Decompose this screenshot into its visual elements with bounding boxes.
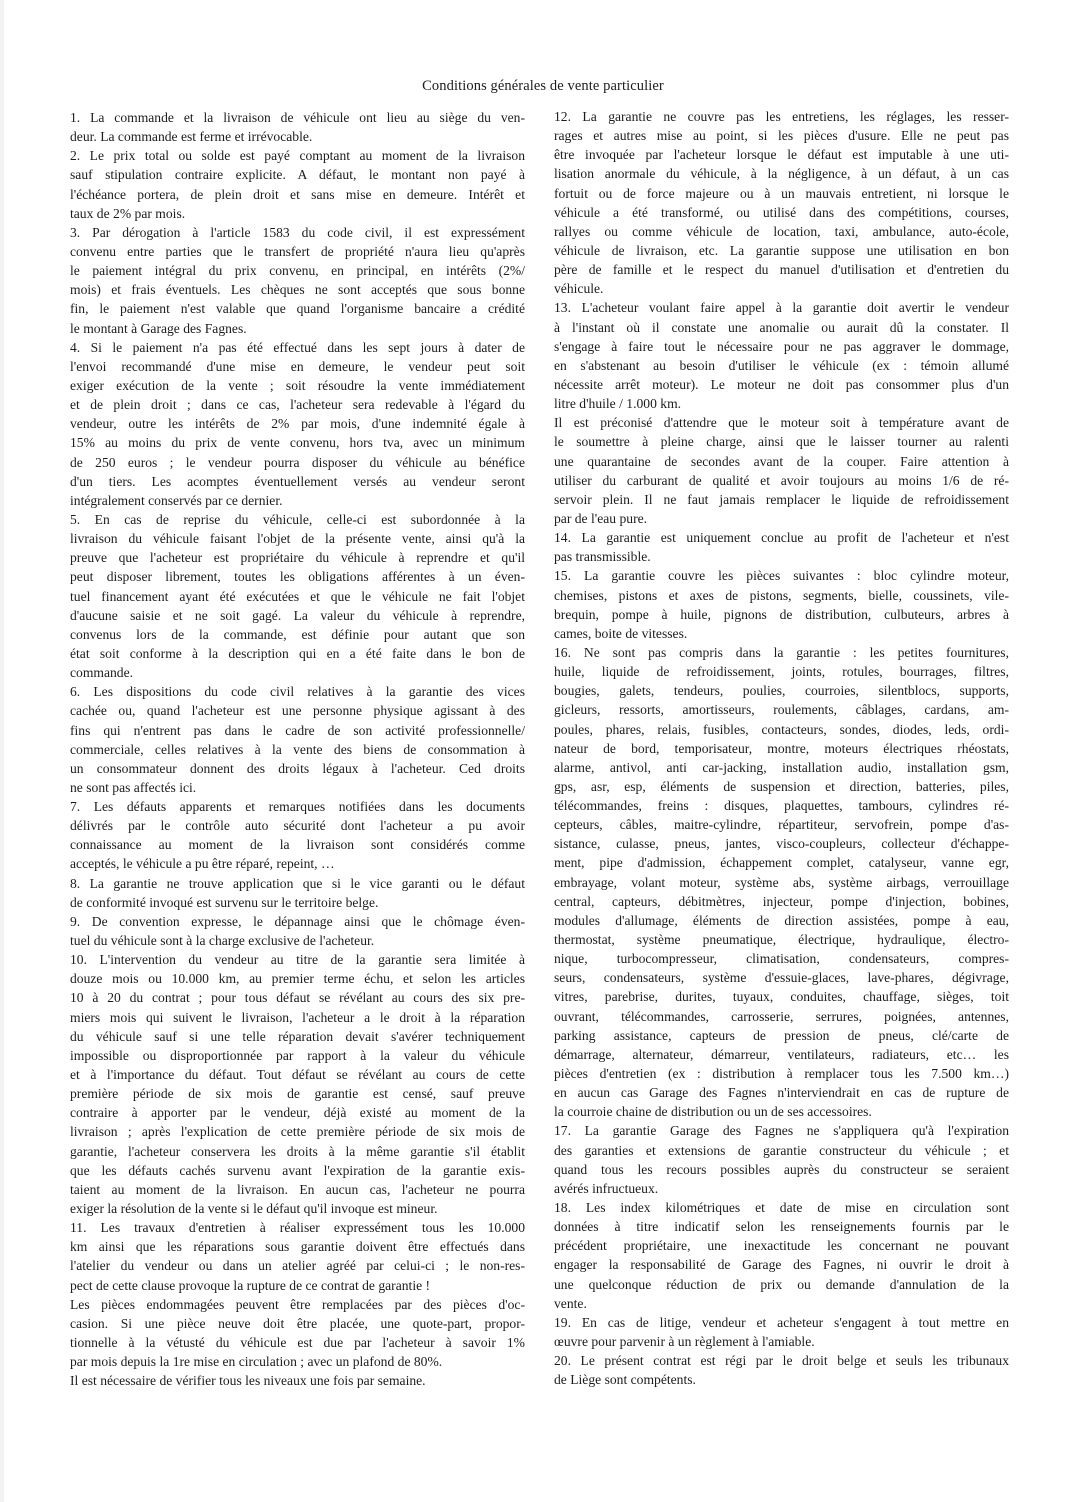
text-line: mois) et frais éventuels. Les chèques ne sont acceptés que sous bonne — [70, 282, 525, 298]
text-line: le soumettre à pleine charge, ainsi que le laisser tourner au ralenti — [554, 434, 1009, 450]
text-line: Les pièces endommagées peuvent être remplacées par des pièces d'oc- — [70, 1296, 525, 1312]
text-line: un consommateur donnent des droits légaux à l'acheteur. Ced droits — [70, 760, 525, 776]
text-line: brequin, pompe à huile, pignons de distribution, culbuteurs, arbres à — [554, 606, 1009, 622]
text-line: de 250 euros ; le vendeur pourra disposer du véhicule au bénéfice — [70, 454, 525, 470]
text-line: que les défauts cachés survenu avant l'expiration de la garantie exis- — [70, 1162, 525, 1178]
text-line: une quarantaine de secondes avant de la couper. Faire attention à — [554, 453, 1009, 469]
text-line: gicleurs, ressorts, amortisseurs, roulements, câblages, cardans, am- — [554, 702, 1009, 718]
text-line: première période de six mois de garantie est censé, sauf preuve — [70, 1086, 525, 1102]
text-line: 15% au moins du prix de vente convenu, hors tva, avec un minimum — [70, 435, 525, 451]
text-line: fortuit ou de force majeure ou à un mauvais entretient, ni lorsque le — [554, 185, 1009, 201]
text-line: l'atelier du vendeur ou dans un atelier agréé par celui-ci ; le non-res- — [70, 1258, 525, 1274]
text-line: 11. Les travaux d'entretien à réaliser expressément tous les 10.000 — [70, 1220, 525, 1236]
text-line: nateur de bord, temporisateur, montre, moteurs électriques rhéostats, — [554, 740, 1009, 756]
text-line: télécommandes, freins : disques, plaquettes, tambours, cylindres ré- — [554, 798, 1009, 814]
text-line: 3. Par dérogation à l'article 1583 du code civil, il est expressément — [70, 224, 525, 240]
text-line: pas transmissible. — [554, 549, 651, 565]
text-line: poules, phares, relais, fusibles, contacteurs, sondes, diodes, leds, ordi- — [554, 721, 1009, 737]
text-line: véhicule. — [554, 281, 604, 297]
text-line: d'un tiers. Les acomptes éventuellement versés au vendeur seront — [70, 473, 525, 489]
text-line: 8. La garantie ne trouve application que si le vice garanti ou le défaut — [70, 875, 525, 891]
text-line: fins qui n'entrent pas dans le cadre de son activité professionnelle/ — [70, 722, 525, 738]
text-line: père de famille et le respect du manuel d'utilisation et d'entretien du — [554, 262, 1009, 278]
text-line: 15. La garantie couvre les pièces suivantes : bloc cylindre moteur, — [554, 568, 1009, 584]
text-line: état soit conforme à la description qui en a été faite dans le bon de — [70, 645, 525, 661]
text-line: nécessite arrêt moteur). Le moteur ne doit pas consommer plus d'un — [554, 376, 1009, 392]
text-line: huile, liquide de refroidissement, joints, rotules, bourrages, filtres, — [554, 664, 1009, 680]
text-line: exiger la résolution de la vente si le défaut qu'il invoque est mineur. — [70, 1201, 438, 1217]
text-line: 19. En cas de litige, vendeur et acheteur s'engagent à tout mettre en — [554, 1314, 1009, 1330]
text-line: 1. La commande et la livraison de véhicule ont lieu au siège du ven- — [70, 110, 525, 125]
text-line: en aucun cas Garage des Fagnes n'interviendrait en cas de rupture de — [554, 1085, 1009, 1101]
text-line: peut disposer librement, toutes les obligations afférentes à un éven- — [70, 569, 525, 585]
text-line: alarme, antivol, anti car-jacking, installation audio, installation gsm, — [554, 759, 1009, 775]
text-line: sistance, culasse, pneus, jantes, visco-coupleurs, collecteur d'échappe- — [554, 836, 1009, 852]
text-line: quand tous les recours possibles auprès du constructeur se seraient — [554, 1161, 1009, 1177]
text-line: exiger exécution de la vente ; soit résoudre la vente immédiatement — [70, 377, 525, 393]
text-line: être invoquée par l'acheteur lorsque le défaut est imputable à une uti- — [554, 147, 1009, 163]
right-column — [554, 107, 1009, 1389]
text-line: et à l'importance du défaut. Tout défaut se révélant au cours de cette — [70, 1067, 525, 1083]
text-line: utiliser du carburant de qualité et avoir toujours au moins 1/6 de ré- — [554, 472, 1009, 488]
text-line: 14. La garantie est uniquement conclue au profit de l'acheteur et n'est — [554, 530, 1009, 546]
text-line: tuel du véhicule sont à la charge exclusive de l'acheteur. — [70, 933, 375, 949]
text-line: chemises, pistons et axes de pistons, segments, bielle, coussinets, vile- — [554, 587, 1009, 603]
text-line: litre d'huile / 1.000 km. — [554, 396, 682, 412]
text-line: engager la responsabilité de Garage des Fagnes, ni ouvrir le droit à — [554, 1257, 1009, 1273]
text-line: 12. La garantie ne couvre pas les entretiens, les réglages, les resser- — [554, 109, 1009, 124]
text-line: 6. Les dispositions du code civil relatives à la garantie des vices — [70, 684, 525, 700]
text-line: l'échéance portera, de plein droit et sans mise en demeure. Intérêt et — [70, 186, 525, 202]
text-line: 17. La garantie Garage des Fagnes ne s'appliquera qu'à l'expiration — [554, 1123, 1009, 1139]
text-line: convenu entre parties que le transfert de propriété n'aura lieu qu'après — [70, 243, 525, 259]
text-line: preuve que l'acheteur est propriétaire du véhicule à reprendre et qu'il — [70, 550, 525, 566]
text-line: modules d'allumage, éléments de direction assistées, pompe à eau, — [554, 912, 1009, 928]
text-line: vitres, parebrise, durites, tuyaux, conduites, chauffage, sièges, toit — [554, 989, 1009, 1005]
text-line: deur. La commande est ferme et irrévocable. — [70, 129, 313, 145]
text-line: démarrage, alternateur, démarreur, ventilateurs, radiateurs, etc… les — [554, 1046, 1009, 1062]
text-line: central, capteurs, débitmètres, injecteur, pompe d'injection, bobines, — [554, 893, 1009, 909]
text-line: cames, boite de vitesses. — [554, 625, 688, 641]
text-line: impossible ou disproportionnée par rapport à la valeur du véhicule — [70, 1047, 525, 1063]
text-line: véhicule a été transformé, ou utilisé dans des compétitions, courses, — [554, 204, 1009, 220]
left-column — [70, 108, 525, 1390]
text-line: ment, pipe d'admission, échappement complet, catalyseur, vanne egr, — [554, 855, 1009, 871]
text-line: gps, asr, esp, éléments de suspension et direction, batteries, piles, — [554, 778, 1009, 794]
text-line: convenus lors de la commande, est définie pour autant que son — [70, 626, 525, 642]
text-line: 18. Les index kilométriques et date de mise en circulation sont — [554, 1200, 1009, 1216]
text-line: Il est nécessaire de vérifier tous les niveaux une fois par semaine. — [70, 1373, 426, 1389]
text-line: parking assistance, capteurs de pression de pneus, clé/carte de — [554, 1027, 1009, 1043]
text-line: casion. Si une pièce neuve doit être placée, une quote-part, propor- — [70, 1315, 525, 1331]
text-line: contraire à apporter par le vendeur, déjà existé au moment de la — [70, 1105, 525, 1121]
scan-edge — [0, 0, 4, 1502]
text-line: de conformité invoqué est survenu sur le territoire belge. — [70, 894, 379, 910]
text-line: cachée ou, quand l'acheteur est une personne physique agissant à des — [70, 703, 525, 719]
text-line: véhicule de livraison, etc. La garantie suppose une utilisation en bon — [554, 242, 1009, 258]
text-line: 16. Ne sont pas compris dans la garantie : les petites fournitures, — [554, 644, 1009, 660]
text-line: données à titre indicatif selon les renseignements fournis par le — [554, 1219, 1009, 1235]
text-line: cepteurs, câbles, maitre-cylindre, répartiteur, servofrein, pompe d'as- — [554, 817, 1009, 833]
text-line: délivrés par le contrôle auto sécurité dont l'acheteur a pu avoir — [70, 818, 525, 834]
text-line: 20. Le présent contrat est régi par le droit belge et seuls les tribunaux — [554, 1353, 1009, 1369]
text-line: d'aucune saisie et ne soit gagé. La valeur du véhicule à reprendre, — [70, 607, 525, 623]
text-line: lisation anormale du véhicule, à la négligence, à un défaut, à un cas — [554, 166, 1009, 182]
text-line: miers mois qui suivent le livraison, l'acheteur a le droit à la réparation — [70, 1009, 525, 1025]
text-line: l'envoi recommandé d'une mise en demeure, le vendeur peut soit — [70, 358, 525, 374]
text-line: une quelconque réduction de prix ou demande d'annulation de la — [554, 1276, 1009, 1292]
text-line: acceptés, le véhicule a pu être réparé, repeint, … — [70, 856, 335, 872]
text-line: nique, turbocompresseur, climatisation, condensateurs, compres- — [554, 951, 1009, 967]
text-line: bougies, galets, tendeurs, poulies, courroies, silentblocs, supports, — [554, 683, 1009, 699]
text-line: 9. De convention expresse, le dépannage ainsi que le chômage éven- — [70, 913, 525, 929]
text-line: avérés infructueux. — [554, 1180, 659, 1196]
text-line: livraison du véhicule faisant l'objet de la présente vente, ainsi qu'à la — [70, 531, 525, 547]
text-line: pect de cette clause provoque la rupture de ce contrat de garantie ! — [70, 1277, 431, 1293]
text-line: 4. Si le paiement n'a pas été effectué dans les sept jours à dater de — [70, 339, 525, 355]
text-line: Il est préconisé d'attendre que le moteur soit à température avant de — [554, 415, 1009, 431]
text-line: km ainsi que les réparations sous garantie doivent être effectués dans — [70, 1239, 525, 1255]
text-line: 5. En cas de reprise du véhicule, celle-ci est subordonnée à la — [70, 511, 525, 527]
text-line: commerciale, celles relatives à la vente des biens de consommation à — [70, 741, 525, 757]
text-line: s'engage à faire tout le nécessaire pour ne pas aggraver le dommage, — [554, 338, 1009, 354]
text-line: 10 à 20 du contrat ; pour tous défaut se révélant au cours des six pre- — [70, 990, 525, 1006]
text-line: le montant à Garage des Fagnes. — [70, 320, 247, 336]
text-line: tuel financement ayant été exécutées et que le véhicule ne fait l'objet — [70, 588, 525, 604]
text-line: œuvre pour parvenir à un règlement à l'amiable. — [554, 1334, 815, 1349]
text-line: seurs, condensateurs, système d'essuie-glaces, lave-phares, dégivrage, — [554, 970, 1009, 986]
text-line: des garanties et extensions de garantie constructeur du véhicule ; et — [554, 1142, 1009, 1158]
text-line: fin, le paiement n'est valable que quand l'organisme bancaire a crédité — [70, 301, 525, 317]
text-line: ouvrant, télécommandes, carrosserie, serrures, poignées, antennes, — [554, 1008, 1009, 1024]
text-line: garantie, l'acheteur conservera les droits à la même garantie s'il établit — [70, 1143, 525, 1159]
text-line: vente. — [554, 1295, 587, 1311]
text-line: connaissance au moment de la livraison sont considérés comme — [70, 837, 525, 853]
text-line: précédent propriétaire, une inexactitude les concernant ne pouvant — [554, 1238, 1009, 1254]
text-line: 7. Les défauts apparents et remarques notifiées dans les documents — [70, 799, 525, 815]
text-line: sauf stipulation contraire explicite. A défaut, le montant non payé à — [70, 167, 525, 183]
text-line: vendeur, outre les intérêts de 2% par mois, d'une indemnité égale à — [70, 416, 525, 432]
text-line: de Liège sont compétents. — [554, 1372, 696, 1388]
text-line: taient au moment de la livraison. En aucun cas, l'acheteur ne pourra — [70, 1181, 525, 1197]
text-line: servoir plein. Il ne faut jamais remplacer le liquide de refroidissement — [554, 491, 1009, 507]
text-line: le paiement intégral du prix convenu, en principal, en intérêts (2%/ — [70, 263, 525, 279]
text-line: thermostat, système pneumatique, électrique, hydraulique, électro- — [554, 932, 1009, 948]
text-line: et de plein droit ; dans ce cas, l'acheteur sera redevable à l'égard du — [70, 397, 525, 413]
text-line: à l'instant où il constate une anomalie ou aurait dû la constater. Il — [554, 319, 1009, 335]
text-line: tionnelle à la vétusté du véhicule est due par l'acheteur à savoir 1% — [70, 1335, 525, 1350]
text-line: rallyes ou comme véhicule de location, taxi, ambulance, auto-école, — [554, 223, 1009, 239]
text-line: la courroie chaine de distribution ou un de ses accessoires. — [554, 1104, 872, 1120]
text-line: embrayage, volant moteur, système abs, système airbags, verrouillage — [554, 874, 1009, 890]
text-line: ne sont pas affectés ici. — [70, 779, 197, 795]
text-line: livraison ; après l'explication de cette première période de six mois de — [70, 1124, 525, 1140]
text-line: pièces d'entretien (ex : distribution à remplacer tous les 7.500 km…) — [554, 1066, 1009, 1082]
text-line: rages et autres mise au point, si les pièces d'usure. Elle ne peut pas — [554, 128, 1009, 144]
text-line: du véhicule sauf si une telle réparation devait s'avérer techniquement — [70, 1028, 525, 1044]
document-title: Conditions générales de vente particulier — [422, 78, 664, 94]
text-line: en s'abstenant au besoin d'utiliser le véhicule (ex : témoin allumé — [554, 357, 1009, 373]
text-line: taux de 2% par mois. — [70, 205, 186, 221]
text-line: douze mois ou 10.000 km, au premier terme échu, et selon les articles — [70, 971, 525, 987]
text-line: 13. L'acheteur voulant faire appel à la garantie doit avertir le vendeur — [554, 300, 1009, 316]
text-line: 2. Le prix total ou solde est payé comptant au moment de la livraison — [70, 148, 525, 164]
text-line: intégralement conservés par ce dernier. — [70, 492, 283, 508]
text-line: commande. — [70, 665, 134, 681]
text-line: 10. L'intervention du vendeur au titre de la garantie sera limitée à — [70, 952, 525, 968]
text-line: par mois depuis la 1re mise en circulation ; avec un plafond de 80%. — [70, 1354, 443, 1370]
text-line: par de l'eau pure. — [554, 510, 648, 526]
